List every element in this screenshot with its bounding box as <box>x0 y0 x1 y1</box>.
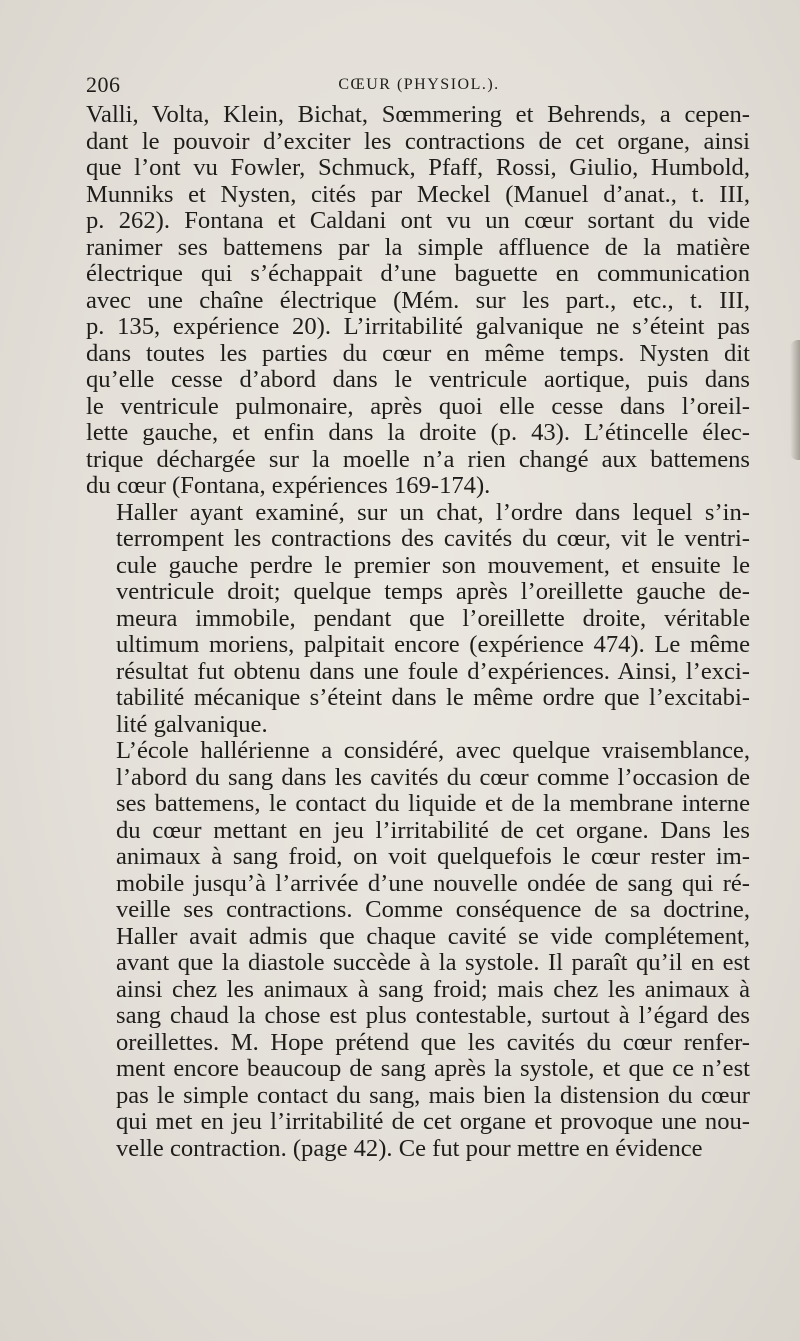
text-line: ultimum moriens, palpitait encore (expérience 474). Le même <box>116 631 750 658</box>
text-line: qu’elle cesse d’abord dans le ventricule aortique, puis dans <box>86 366 750 393</box>
text-line: Munniks et Nysten, cités par Meckel (Manuel d’anat., t. III, <box>86 180 750 208</box>
text-line: lette gauche, et enfin dans la droite (p. 43). L’étincelle élec- <box>86 419 750 446</box>
paragraph <box>86 102 750 500</box>
text-line: avant que la diastole succède à la systole. Il paraît qu’il en est <box>116 949 750 976</box>
text-line: électrique qui s’échappait d’une baguette en communication <box>86 260 750 287</box>
text-line: dans toutes les parties du cœur en même temps. Nysten dit <box>86 339 750 367</box>
text-line: cule gauche perdre le premier son mouvement, et ensuite le <box>116 551 750 579</box>
text-line: dant le pouvoir d’exciter les contractions de cet organe, ainsi <box>86 127 750 155</box>
body-text <box>86 102 750 1162</box>
text-line: ranimer ses battemens par la simple affluence de la matière <box>86 233 750 261</box>
text-line: Valli, Volta, Klein, Bichat, Sœmmering et Behrends, a cepen- <box>86 101 750 128</box>
paragraph <box>86 738 750 1162</box>
text-line: p. 135, expérience 20). L’irritabilité galvanique ne s’éteint pas <box>86 313 750 340</box>
text-line: l’abord du sang dans les cavités du cœur comme l’occasion de <box>116 763 750 791</box>
running-title: CŒUR (PHYSIOL.). <box>338 76 500 93</box>
text-line: ainsi chez les animaux à sang froid; mais chez les animaux à <box>116 975 750 1003</box>
text-line: qui met en jeu l’irritabilité de cet organe et provoque une nou- <box>116 1108 750 1135</box>
text-line: le ventricule pulmonaire, après quoi elle cesse dans l’oreil- <box>86 392 750 420</box>
page-header <box>86 68 752 102</box>
text-line: ment encore beaucoup de sang après la systole, et que ce n’est <box>116 1055 750 1082</box>
text-line: Haller ayant examiné, sur un chat, l’ordre dans lequel s’in- <box>116 498 750 526</box>
text-line: trique déchargée sur la moelle n’a rien changé aux battemens <box>86 445 750 473</box>
text-line: veille ses contractions. Comme conséquence de sa doctrine, <box>116 896 750 923</box>
text-line: ses battemens, le contact du liquide et de la membrane interne <box>116 790 750 817</box>
text-line: mobile jusqu’à l’arrivée d’une nouvelle ondée de sang qui ré- <box>116 869 750 897</box>
text-line: p. 262). Fontana et Caldani ont vu un cœur sortant du vide <box>86 207 750 234</box>
text-line: lité galvanique. <box>116 710 268 738</box>
text-line: sang chaud la chose est plus contestable, surtout à l’égard des <box>116 1002 750 1029</box>
text-line: avec une chaîne électrique (Mém. sur les part., etc., t. III, <box>86 286 750 314</box>
text-line: ventricule droit; quelque temps après l’oreillette gauche de- <box>116 578 750 605</box>
page-number: 206 <box>86 72 121 97</box>
text-line: que l’ont vu Fowler, Schmuck, Pfaff, Rossi, Giulio, Humbold, <box>86 154 750 181</box>
page-edge-shadow <box>790 340 800 460</box>
text-line: résultat fut obtenu dans une foule d’expériences. Ainsi, l’exci- <box>116 657 750 685</box>
text-line: oreillettes. M. Hope prétend que les cavités du cœur renfer- <box>116 1028 750 1056</box>
text-line: L’école hallérienne a considéré, avec quelque vraisemblance, <box>116 737 750 764</box>
text-line: velle contraction. (page 42). Ce fut pour mettre en évidence <box>116 1134 703 1162</box>
text-line: tabilité mécanique s’éteint dans le même ordre que l’excitabi- <box>116 684 750 711</box>
paragraph <box>86 500 750 739</box>
text-line: Haller avait admis que chaque cavité se vide complétement, <box>116 922 750 950</box>
text-line: terrompent les contractions des cavités du cœur, vit le ventri- <box>116 525 750 552</box>
text-line: meura immobile, pendant que l’oreillette droite, véritable <box>116 604 750 632</box>
text-line: du cœur (Fontana, expériences 169-174). <box>86 472 491 499</box>
text-line: animaux à sang froid, on voit quelquefois le cœur rester im- <box>116 843 750 870</box>
text-line: du cœur mettant en jeu l’irritabilité de cet organe. Dans les <box>116 816 750 844</box>
text-line: pas le simple contact du sang, mais bien la distension du cœur <box>116 1081 750 1109</box>
